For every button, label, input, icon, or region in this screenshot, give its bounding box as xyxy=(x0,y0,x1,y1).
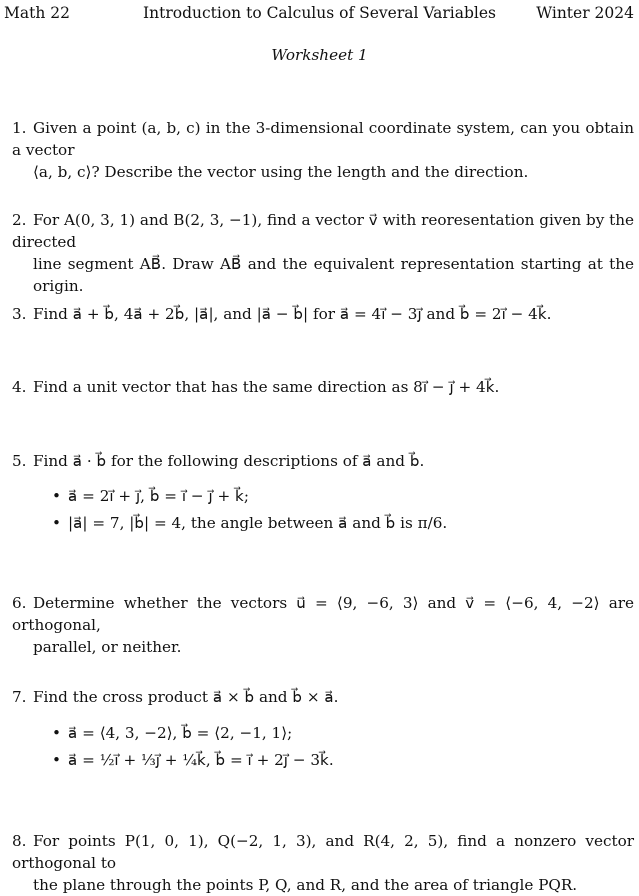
bullet-item xyxy=(52,512,632,534)
problem-number: 4. xyxy=(12,378,27,396)
problem-number: 5. xyxy=(12,452,27,470)
bullet-text: a⃗ = ⟨4, 3, −2⟩, b⃗ = ⟨2, −1, 1⟩; xyxy=(68,724,293,742)
bullet-item xyxy=(52,749,632,771)
problem-5 xyxy=(12,450,634,472)
worksheet-title: Worksheet 1 xyxy=(271,46,368,64)
problem-text-line: Find the cross product a⃗ × b⃗ and b⃗ × a⃗. xyxy=(33,688,339,706)
problem-text-line: ⟨a, b, c⟩? Describe the vector using the length and the direction. xyxy=(33,163,529,181)
course-title: Introduction to Calculus of Several Variables xyxy=(143,4,496,22)
problem-4 xyxy=(12,376,634,398)
course-label: Math 22 xyxy=(4,4,70,22)
bullet-icon: • xyxy=(52,751,61,769)
problem-3 xyxy=(12,303,634,325)
problem-text-line: line segment AB⃗. Draw AB⃗ and the equivalent representation starting at the origin. xyxy=(33,255,634,295)
problem-number: 8. xyxy=(12,832,27,850)
problem-number: 1. xyxy=(12,119,27,137)
problem-8 xyxy=(12,830,634,896)
bullet-item xyxy=(52,722,632,744)
problem-number: 3. xyxy=(12,305,27,323)
problem-text-line: Determine whether the vectors u⃗ = ⟨9, −6, 3⟩ and v⃗ = ⟨−6, 4, −2⟩ are orthogonal, xyxy=(12,594,634,634)
problem-text-line: For points P(1, 0, 1), Q(−2, 1, 3), and R(4, 2, 5), find a nonzero vector orthogonal to xyxy=(12,832,634,872)
problem-1 xyxy=(12,117,634,183)
problem-6 xyxy=(12,592,634,658)
bullet-item xyxy=(52,485,632,507)
bullet-text: a⃗ = 2i⃗ + j⃗, b⃗ = i⃗ − j⃗ + k⃗; xyxy=(68,487,249,505)
bullet-icon: • xyxy=(52,487,61,505)
bullet-text: a⃗ = ½i⃗ + ⅓j⃗ + ¼k⃗, b⃗ = i⃗ + 2j⃗ − 3k⃗. xyxy=(68,751,334,769)
bullet-icon: • xyxy=(52,514,61,532)
bullet-icon: • xyxy=(52,724,61,742)
term-label: Winter 2024 xyxy=(536,4,634,22)
problem-text-line: Find a⃗ · b⃗ for the following descriptions of a⃗ and b⃗. xyxy=(33,452,425,470)
problem-number: 6. xyxy=(12,594,27,612)
problem-text-line: Given a point (a, b, c) in the 3-dimensional coordinate system, can you obtain a vector xyxy=(12,119,634,159)
problem-text-line: For A(0, 3, 1) and B(2, 3, −1), find a vector v⃗ with reoresentation given by the directed xyxy=(12,211,634,251)
bullet-text: |a⃗| = 7, |b⃗| = 4, the angle between a⃗ and b⃗ is π/6. xyxy=(68,514,448,532)
problem-text-line: Find a unit vector that has the same direction as 8i⃗ − j⃗ + 4k⃗. xyxy=(33,378,500,396)
problem-7 xyxy=(12,686,634,708)
problem-number: 2. xyxy=(12,211,27,229)
problem-number: 7. xyxy=(12,688,27,706)
problem-text-line: parallel, or neither. xyxy=(33,638,182,656)
problem-text-line: the plane through the points P, Q, and R, and the area of triangle PQR. xyxy=(33,876,578,894)
problem-text-line: Find a⃗ + b⃗, 4a⃗ + 2b⃗, |a⃗|, and |a⃗ − b⃗| for a⃗ = 4i⃗ − 3j⃗ and b⃗ = 2i⃗ − 4k⃗. xyxy=(33,305,552,323)
problem-2 xyxy=(12,209,634,297)
